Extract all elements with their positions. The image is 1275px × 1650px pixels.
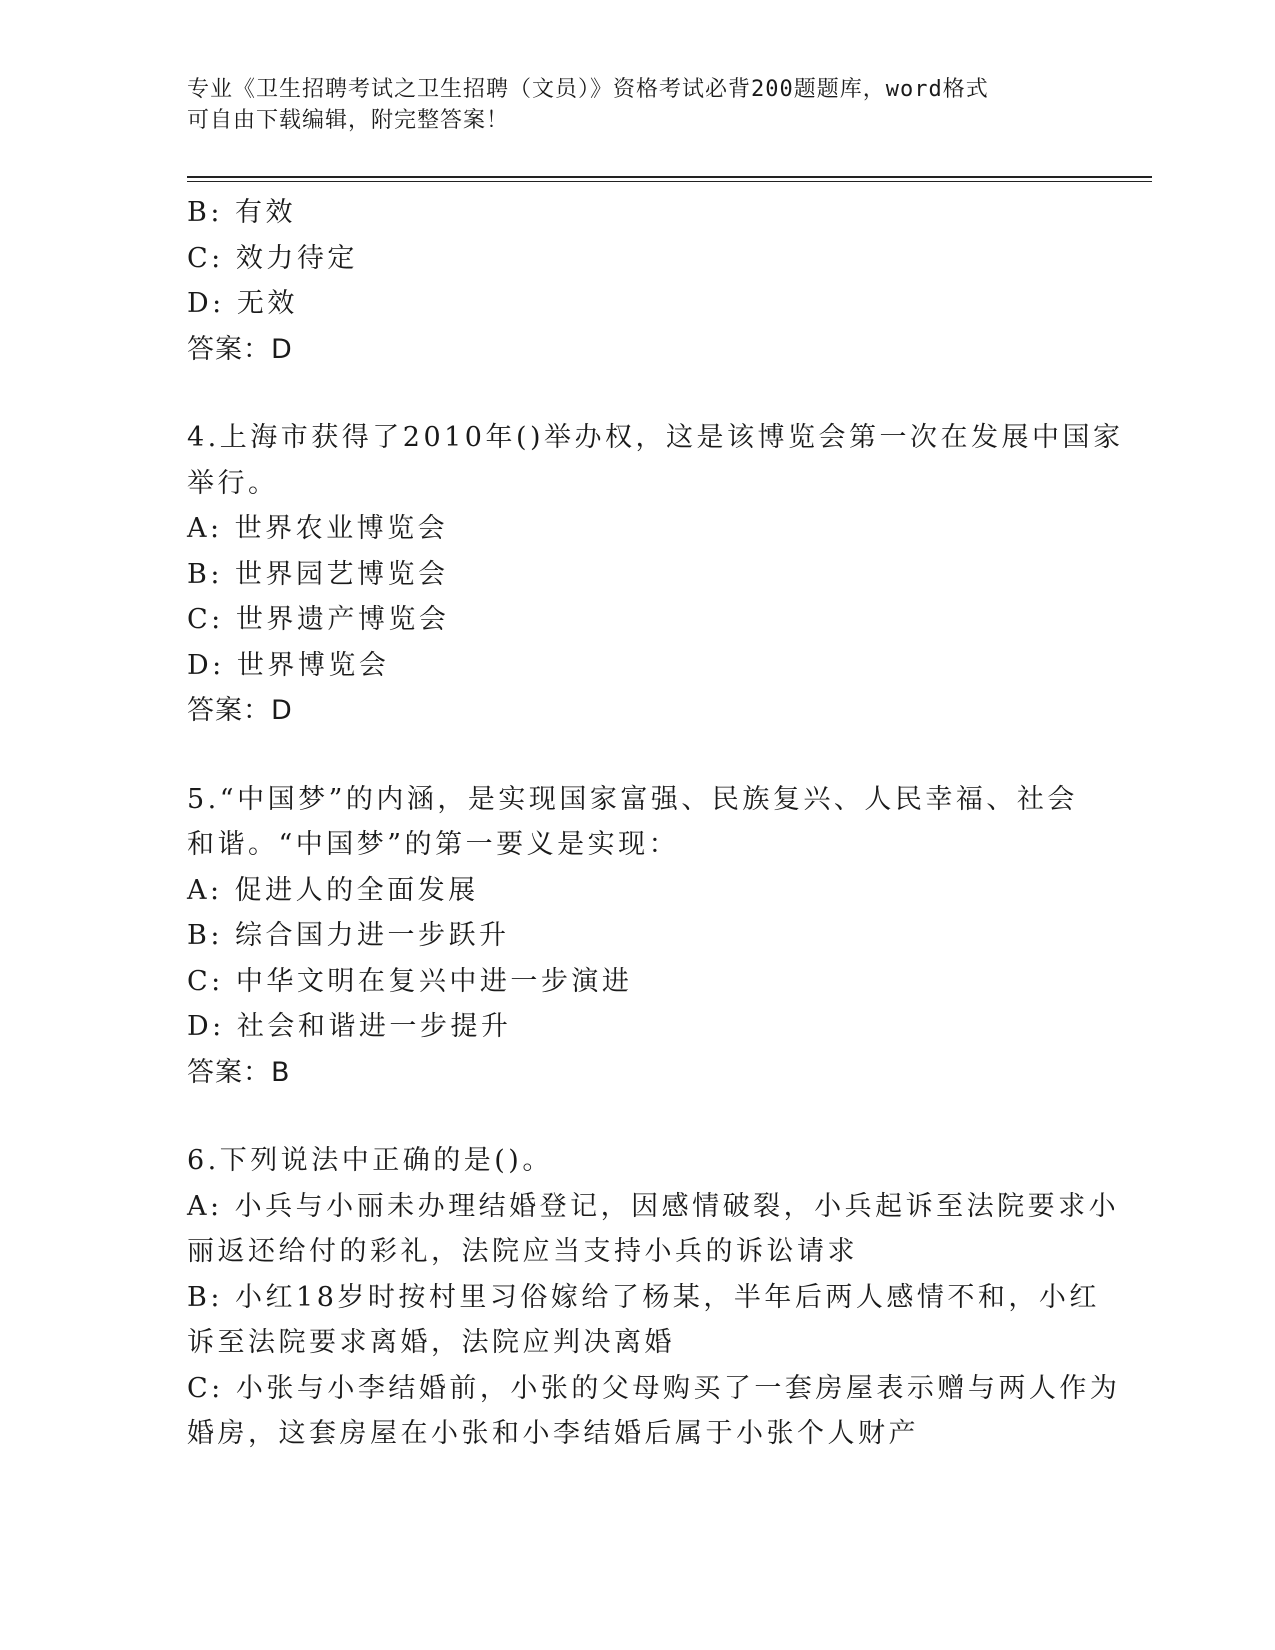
option-b: B: 世界园艺博览会 — [187, 558, 449, 590]
question-6 — [187, 1138, 1121, 1457]
question-4 — [187, 415, 1124, 734]
option-b: B: 综合国力进一步跃升 — [187, 920, 510, 951]
answer-line: 答案：B — [187, 1056, 291, 1088]
option-a: A: 世界农业博览会 — [187, 513, 449, 544]
option-c: C: 中华文明在复兴中进一步演进 — [187, 965, 633, 997]
question-stem-line-1: 6.下列说法中正确的是()。 — [187, 1145, 553, 1176]
option-b: B: 有效 — [187, 197, 297, 228]
question-stem-line-1: 4.上海市获得了2010年()举办权，这是该博览会第一次在发展中国家 — [187, 422, 1124, 453]
option-a: A: 促进人的全面发展 — [187, 874, 479, 906]
question-content — [187, 190, 1124, 1457]
option-d: D: 社会和谐进一步提升 — [187, 1011, 512, 1042]
header-divider-thin — [187, 181, 1152, 182]
option-d: D: 世界博览会 — [187, 649, 390, 681]
question-3-continued — [187, 190, 1067, 372]
document-header — [187, 74, 1067, 136]
option-a-line-2: 丽返还给付的彩礼，法院应当支持小兵的诉讼请求 — [187, 1236, 858, 1267]
header-line-2: 可自由下载编辑，附完整答案！ — [187, 108, 510, 133]
option-b-line-1: B: 小红18岁时按村里习俗嫁给了杨某，半年后两人感情不和，小红 — [187, 1281, 1100, 1313]
option-c: C: 效力待定 — [187, 242, 358, 274]
question-stem-line-2: 和谐。“中国梦”的第一要义是实现： — [187, 829, 680, 860]
option-c-line-2: 婚房，这套房屋在小张和小李结婚后属于小张个人财产 — [187, 1418, 919, 1449]
option-a-line-1: A: 小兵与小丽未办理结婚登记，因感情破裂，小兵起诉至法院要求小 — [187, 1190, 1120, 1222]
answer-line: 答案：D — [187, 333, 293, 365]
question-stem-line-1: 5.“中国梦”的内涵，是实现国家富强、民族复兴、人民幸福、社会 — [187, 783, 1078, 815]
option-b-line-2: 诉至法院要求离婚，法院应判决离婚 — [187, 1327, 675, 1358]
option-d: D: 无效 — [187, 288, 298, 319]
header-line-1: 专业《卫生招聘考试之卫生招聘（文员）》资格考试必背200题题库，word格式 — [187, 77, 989, 102]
question-stem-line-2: 举行。 — [187, 467, 279, 499]
question-5 — [187, 777, 1078, 1096]
option-c-line-1: C: 小张与小李结婚前，小张的父母购买了一套房屋表示赠与两人作为 — [187, 1372, 1121, 1404]
answer-line: 答案：D — [187, 695, 293, 726]
header-divider-thick — [187, 176, 1152, 178]
option-c: C: 世界遗产博览会 — [187, 604, 450, 635]
